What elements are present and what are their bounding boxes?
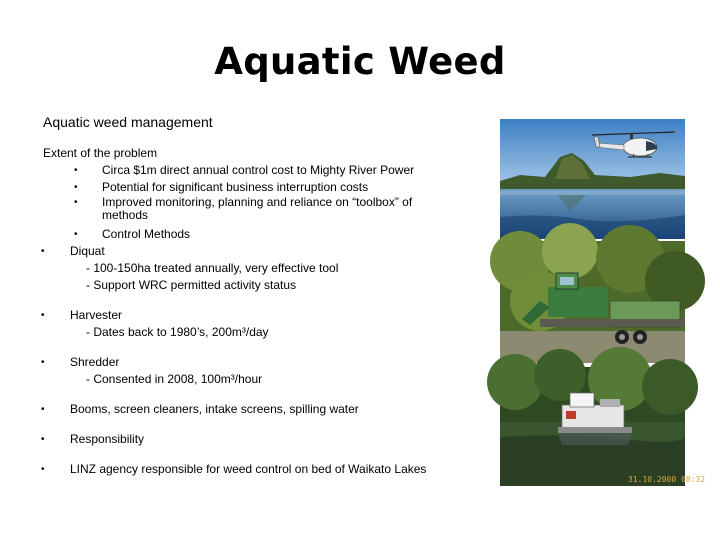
method-label: LINZ agency responsible for weed control on bed of Waikato Lakes [70,462,427,476]
method-label: Booms, screen cleaners, intake screens, spilling water [70,402,359,416]
method-item-responsibility [43,431,463,448]
bullet-icon: • [41,357,45,368]
bullet-icon: • [74,165,78,176]
slide-title: Aquatic Weed [214,40,506,83]
extent-bullet: • Circa $1m direct annual control cost to Mighty River Power [74,163,415,177]
method-detail: - 100-150ha treated annually, very effective tool [86,261,339,275]
bullet-icon: • [74,197,78,208]
bullet-icon: • [41,246,45,257]
bullet-icon: • [74,182,78,193]
method-detail: - Consented in 2008, 100m³/hour [86,372,263,386]
extent-bullet-list [43,162,463,243]
extent-bullet: • Improved monitoring, planning and reliance on “toolbox” of methods [74,195,413,222]
helicopter-lake-photo [500,119,685,239]
slide-subtitle: Aquatic weed management [43,114,213,130]
shredder-boat-photo [500,367,706,486]
method-item-shredder [43,354,463,388]
method-label: Responsibility [70,432,145,446]
method-label: Shredder [70,355,120,369]
method-item-harvester [43,307,463,341]
photo-timestamp: 31.10.2000 08:32 [628,475,706,484]
method-detail: - Support WRC permitted activity status [86,278,297,292]
method-detail: - Dates back to 1980’s, 200m³/day [86,325,269,339]
harvester-photo [500,241,685,363]
method-label: Diquat [70,244,105,258]
bullet-icon: • [41,404,45,415]
method-item-diquat [43,243,463,294]
method-item-booms [43,401,463,418]
content-body [43,145,463,478]
bullet-icon: • [41,464,45,475]
bullet-icon: • [41,310,45,321]
extent-bullet: • Potential for significant business interruption costs [74,180,369,194]
method-item-linz [43,461,463,478]
bullet-icon: • [41,434,45,445]
bullet-icon: • [74,229,78,240]
extent-heading: Extent of the problem [43,146,158,160]
method-label: Harvester [70,308,123,322]
extent-bullet: • Control Methods [74,227,191,241]
